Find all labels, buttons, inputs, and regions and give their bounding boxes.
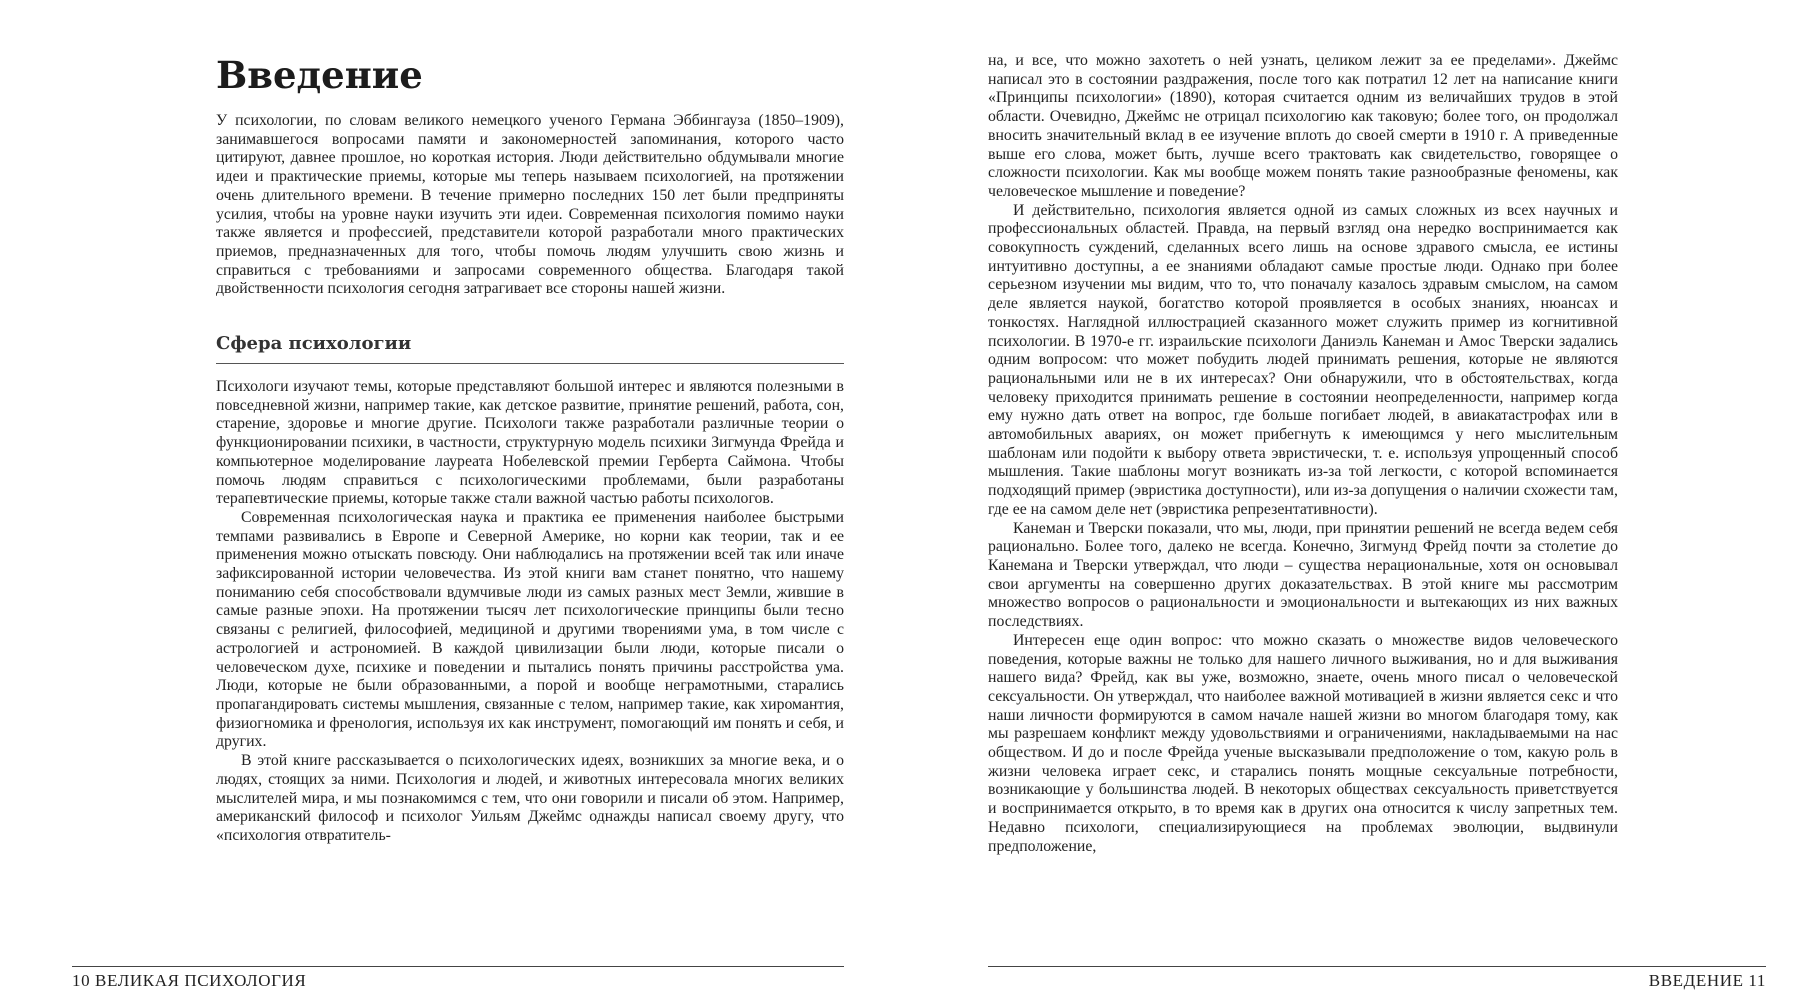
footer-rule: [72, 966, 844, 967]
intro-paragraph: У психологии, по словам великого немецкого ученого Германа Эббингауза (1850–1909), занимавшегося вопросами памяти и закономерностей запоминания, которого часто цитируют, давнее прошлое, но короткая история. Люди действительно обдумывали многие идеи и практические приемы, которые мы теперь называем психологией, на протяжении очень длительного времени. В течение примерно последних 150 лет были предприняты усилия, чтобы на уровне науки изучить эти идеи. Современная психология помимо науки также является и профессией, представители которой разработали много практических приемов, предназначенных для того, чтобы помочь людям улучшить свою жизнь и справиться с требованиями и запросами современного общества. Благодаря такой двойственности психология сегодня затрагивает все стороны нашей жизни.: [216, 112, 844, 298]
page-folio-left: 10 ВЕЛИКАЯ ПСИХОЛОГИЯ: [72, 971, 307, 990]
body-paragraph: Канеман и Тверски показали, что мы, люди, при принятии решений не всегда ведем себя рационально. Более того, далеко не всегда. Конечно, Зигмунд Фрейд почти за столетие до Канемана и Тверски утверждал, что люди – существа нерациональные, хотя он основывал свои аргументы на совершенно других доказательствах. В этой книге мы рассмотрим множество вопросов о рациональности и эмоциональности и вытекающих из них важных последствиях.: [988, 519, 1618, 631]
page-folio-right: ВВЕДЕНИЕ 11: [1648, 971, 1766, 990]
body-paragraph: В этой книге рассказывается о психологических идеях, возникших за многие века, и о людях, стоящих за ними. Психология и людей, и животных интересовала многих великих мыслителей мира, и мы познакомимся с тем, что они говорили и писали об этом. Например, американский философ и психолог Уильям Джеймс однажды написал своему другу, что «психология отвратитель-: [216, 752, 844, 844]
chapter-title: Введение: [216, 53, 423, 97]
body-paragraph: Современная психологическая наука и практика ее применения наиболее быстрыми темпами развивались в Европе и Северной Америке, но корни как теории, так и ее применения можно отыскать повсюду. Они наблюдались на протяжении всей так или иначе зафиксированной истории человечества. Из этой книги вам станет понятно, что нашему пониманию себя способствовали вдумчивые люди из самых разных мест Земли, жившие в самые разные эпохи. На протяжении тысяч лет психологические принципы были тесно связаны с религией, философией, медициной и другими творениями ума, в том числе с астрологией и астрономией. В каждой цивилизации были люди, которые писали о человеческом духе, психике и поведении и пытались понять причины расстройства ума. Люди, которые не были образованными, а порой и вообще неграмотными, старались пропагандировать системы мышления, связанные с телом, например такие, как хиромантия, физиогномика и френология, используя их как инструмент, помогающий им понять и себя, и других.: [216, 508, 844, 751]
body-paragraph: И действительно, психология является одной из самых сложных из всех научных и профессиональных областей. Правда, на первый взгляд она нередко воспринимается как совокупность суждений, сделанных всего лишь на основе здравого смысла, ее истины интуитивно доступны, а ее знаниями обладают самые простые люди. Однако при более серьезном изучении мы видим, что то, что поначалу казалось здравым смыслом, на самом деле является наукой, богатство которой проявляется в особых знаниях, нюансах и тонкостях. Наглядной иллюстрацией сказанного может служить пример из когнитивной психологии. В 1970-е гг. израильские психологи Даниэль Канеман и Амос Тверски задались одним вопросом: что может побудить людей принимать решения, которые не являются рациональными или не в их интересах? Они обнаружили, что в обстоятельствах, когда человеку приходится принимать решение в состоянии неопределенности, например когда ему нужно дать ответ на вопрос, где больше погибает людей, в авиакатастрофах или в автомобильных авариях, он может прибегнуть к имеющимся у него мыслительным шаблонам или подойти к выбору ответа эвристически, т. е. используя упрощенный способ мышления. Такие шаблоны могут возникать из-за той легкости, с которой вспоминается подходящий пример (эвристика доступности), или из-за допущения о наличии схожести там, где ее на самом деле нет (эвристика репрезентативности).: [988, 201, 1618, 518]
section-body: [216, 378, 844, 846]
left-text-column: [216, 52, 844, 846]
left-page: [0, 0, 904, 992]
body-paragraph: Интересен еще один вопрос: что можно сказать о множестве видов человеческого поведения, которые важны не только для нашего личного выживания, но и для выживания нашего вида? Фрейд, как вы уже, возможно, знаете, очень много писал о человеческой сексуальности. Он утверждал, что наиболее важной мотивацией в жизни является секс и что наши личности формируются в самом начале нашей жизни во многом благодаря тому, как мы разрешаем конфликт между удовольствиями и ограничениями, накладываемыми на нас обществом. И до и после Фрейда ученые высказывали предположение о том, какую роль в жизни человека играет секс, и старались понять мощные сексуальные потребности, возникающие у большинства людей. В некоторых обществах сексуальность приветствуется и воспринимается открыто, в то время как в других она относится к числу запретных тем. Недавно психологи, специализирующиеся на проблемах эволюции, выдвинули предположение,: [988, 631, 1618, 855]
body-paragraph: на, и все, что можно захотеть о ней узнать, целиком лежит за ее пределами». Джеймс написал это в состоянии раздражения, после того как потратил 12 лет на написание книги «Принципы психологии» (1890), которая считается одним из величайших трудов в этой области. Очевидно, Джеймс не отрицал психологию как таковую; более того, он продолжал вносить значительный вклад в ее изучение вплоть до своей смерти в 1910 г. А приведенные выше его слова, может быть, лучше всего трактовать как свидетельство, говорящее о сложности психологии. Как мы вообще можем понять такие разнообразные феномены, как человеческое мышление и поведение?: [988, 52, 1618, 200]
right-text-column: [988, 52, 1618, 856]
body-paragraph: Психологи изучают темы, которые представляют большой интерес и являются полезными в повседневной жизни, например такие, как детское развитие, принятие решений, работа, сон, старение, здоровье и многие другие. Психологи также разработали различные теории о функционировании психики, в частности, структурную модель психики Зигмунда Фрейда и компьютерное моделирование лауреата Нобелевской премии Герберта Саймона. Чтобы помочь людям справиться с психологическими проблемами, были разработаны терапевтические приемы, которые также стали важной частью работы психологов.: [216, 378, 844, 508]
section-heading: Сфера психологии: [216, 333, 844, 364]
footer-rule: [988, 966, 1766, 967]
right-page: [905, 0, 1809, 992]
